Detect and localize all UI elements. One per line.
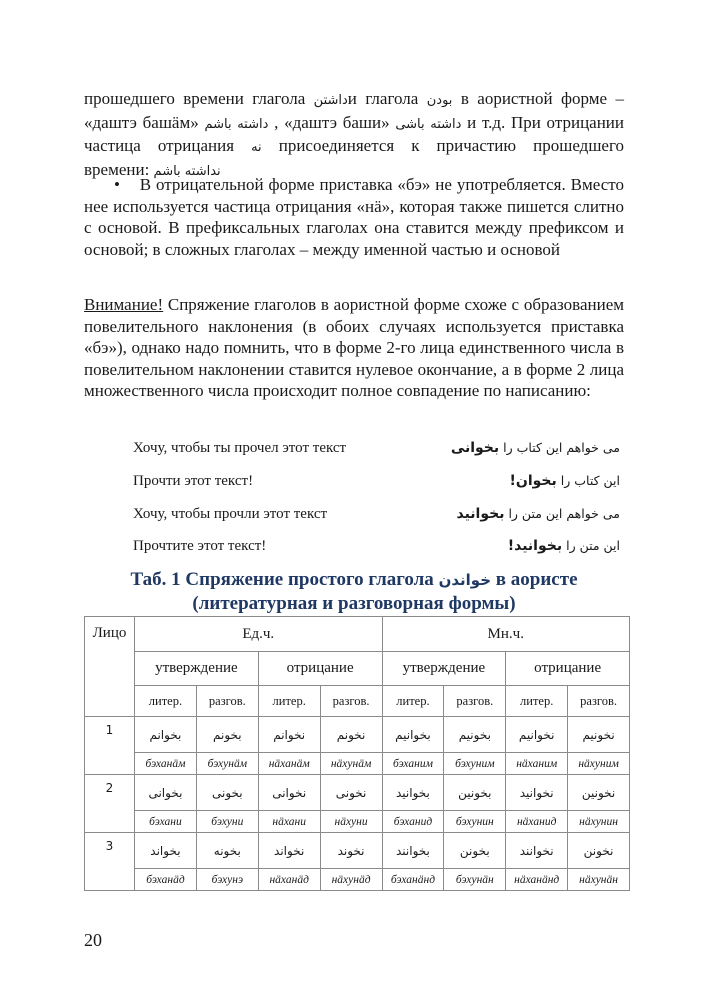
header-negative: отрицание [258,652,382,686]
text: в аористной форме – [460,89,624,108]
transliteration: бэханäд [135,869,197,891]
text: , «даштэ баши» [274,112,390,132]
example-fa [508,538,620,554]
persian-form: نخوانی [258,775,320,811]
transliteration: бэханид [382,811,444,833]
note-text: Спряжение глаголов в аористной форме схоже с образованием повелительного наклонения (в обоих случаях используется приставка «бэ»), однако надо помнить, что в форме 2-го лица единственного числа в повелительном наклонении ставится нулевое окончание, а в форме 2 лица множественного числа происходит полное совпадение по написанию: [84,295,625,400]
persian-form: نخوانند [506,833,568,869]
header-literary: литер. [382,686,444,717]
person-cell: 2 [85,775,135,833]
transliteration: бэхуним [444,753,506,775]
table-row [85,775,630,811]
page-number: 20 [84,930,102,950]
persian-form: بخواند [135,833,197,869]
transliteration: нäханäд [258,869,320,891]
transliteration: нäхуним [568,753,630,775]
transliteration: бэханäм [135,753,197,775]
text: присоединяется к причастию прошедшего [278,136,624,155]
persian-form: نخوانم [258,717,320,753]
header-affirmative: утверждение [382,652,506,686]
person-cell: 3 [85,833,135,891]
persian-form: بخونه [196,833,258,869]
persian-form: نخوند [320,833,382,869]
header-colloquial: разгов. [320,686,382,717]
text: (литературная и разговорная формы) [192,593,516,614]
text: می خواهم این متن را [508,506,620,521]
table-caption [84,568,624,615]
text: بخوانید! [507,538,563,554]
persian-form: بخوانند [382,833,444,869]
table-row [85,869,630,891]
persian-form: بخونین [444,775,506,811]
persian-form: نخونیم [568,717,630,753]
text: «даштэ башäм» [84,112,199,132]
text: می خواهم این کتاب را [503,440,620,455]
transliteration: нäхунин [568,811,630,833]
persian-form: بخوانی [135,775,197,811]
table-row [85,811,630,833]
transliteration: нäхуни [320,811,382,833]
persian-word: نداشته باشم [153,163,221,179]
table-row [85,833,630,869]
header-person: Лицо [85,617,135,717]
persian-word: داشتن [313,93,348,108]
persian-form: نخواند [258,833,320,869]
transliteration: нäханäм [258,753,320,775]
text: این کتاب را [560,473,620,488]
persian-form: بخونیم [444,717,506,753]
example-fa [451,440,620,456]
header-affirmative: утверждение [135,652,259,686]
header-literary: литер. [135,686,197,717]
text: времени: [84,159,150,179]
transliteration: нäханид [506,811,568,833]
persian-form: نخوانیم [506,717,568,753]
example-ru: Хочу, чтобы прочли этот текст [133,506,328,522]
text: بخوانی [450,440,500,456]
example-ru: Прочти этот текст! [133,473,254,489]
header-literary: литер. [506,686,568,717]
persian-word: بودن [426,93,453,108]
persian-word: خواندن [438,571,492,589]
transliteration: бэхунин [444,811,506,833]
bullet-dot-icon: • [114,175,140,194]
transliteration: нäханäнд [506,869,568,891]
persian-form: نخونی [320,775,382,811]
transliteration: бэхани [135,811,197,833]
conjugation-table [84,616,630,891]
header-plural: Мн.ч. [382,617,630,652]
persian-form: بخوانید [382,775,444,811]
transliteration: нäхунäм [320,753,382,775]
text: прошедшего времени глагола [84,89,306,108]
header-colloquial: разгов. [444,686,506,717]
transliteration: нäхани [258,811,320,833]
text: Таб. 1 Спряжение простого глагола [130,569,434,590]
text: این متن را [566,538,620,553]
note-label: Внимание! [84,295,164,314]
transliteration: бэхунäн [444,869,506,891]
text: частица отрицания [84,136,235,155]
transliteration: бэхунäм [196,753,258,775]
text: بخوان! [509,473,557,489]
text: и глагола [347,89,419,108]
header-singular: Ед.ч. [135,617,383,652]
header-colloquial: разгов. [196,686,258,717]
bullet-paragraph [84,174,624,260]
transliteration: нäханим [506,753,568,775]
persian-form: نخونین [568,775,630,811]
note-paragraph [84,294,624,402]
header-colloquial: разгов. [568,686,630,717]
transliteration: бэхуни [196,811,258,833]
text: بخوانید [456,506,505,522]
table-row [85,753,630,775]
persian-form: نخونن [568,833,630,869]
persian-form: نخونم [320,717,382,753]
text: в аористе [495,569,578,590]
paragraph-continuation [84,88,624,182]
example-ru: Прочтите этот текст! [133,538,267,554]
persian-word: داشته باشم [204,116,269,132]
persian-word: نه [251,140,262,155]
persian-form: بخونم [196,717,258,753]
transliteration: нäхунäн [568,869,630,891]
persian-form: بخوانم [135,717,197,753]
text: и т.д. При отрицании [467,112,625,132]
person-cell: 1 [85,717,135,775]
header-literary: литер. [258,686,320,717]
example-fa [456,506,620,522]
transliteration: бэхунэ [196,869,258,891]
header-negative: отрицание [506,652,630,686]
persian-form: بخونی [196,775,258,811]
example-fa [510,473,620,489]
persian-word: داشته باشی [395,116,462,132]
bullet-text: В отрицательной форме приставка «бэ» не употребляется. Вместо нее используется частица отрицания «нä», которая также пишется слитно с основой. В префиксальных глаголах она ставится между префиксом и основой; в сложных глаголах – между именной частью и основой [84,175,625,259]
transliteration: нäхунäд [320,869,382,891]
persian-form: نخوانید [506,775,568,811]
persian-form: بخوانیم [382,717,444,753]
transliteration: бэханäнд [382,869,444,891]
persian-form: بخونن [444,833,506,869]
example-ru: Хочу, чтобы ты прочел этот текст [133,440,347,456]
table-row [85,717,630,753]
transliteration: бэханим [382,753,444,775]
